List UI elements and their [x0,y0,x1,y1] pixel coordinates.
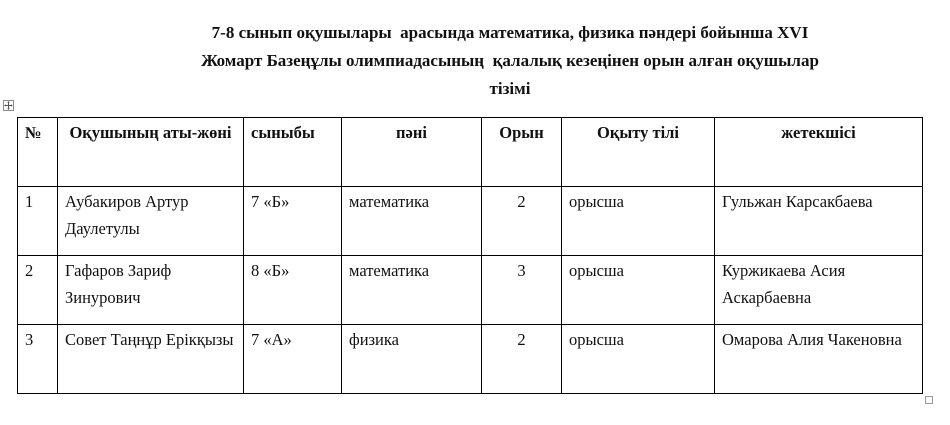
table-row [18,325,923,394]
cell-language: орысша [562,325,715,394]
header-student-name: Оқушының аты-жөні [58,118,244,187]
header-number: № [18,118,58,187]
cell-language: орысша [562,256,715,325]
header-language: Оқыту тілі [562,118,715,187]
table-row [18,187,923,256]
table-move-handle[interactable] [3,100,14,111]
cell-supervisor: Омарова Алия Чакеновна [715,325,923,394]
header-place: Орын [482,118,562,187]
header-supervisor: жетекшісі [715,118,923,187]
cell-subject: математика [342,256,482,325]
cell-subject: математика [342,187,482,256]
cell-student-name: Совет Таңнұр Ерікқызы [58,325,244,394]
cell-student-name: Гафаров Зариф Зинурович [58,256,244,325]
move-arrows-icon [4,101,13,110]
cell-place: 2 [482,187,562,256]
header-subject: пәні [342,118,482,187]
table-resize-handle[interactable] [925,396,933,404]
cell-student-name: Аубакиров Артур Даулетулы [58,187,244,256]
cell-subject: физика [342,325,482,394]
students-table [17,117,923,394]
cell-number: 2 [18,256,58,325]
header-grade: сыныбы [244,118,342,187]
cell-grade: 8 «Б» [244,256,342,325]
cell-supervisor: Куржикаева Асия Аскарбаевна [715,256,923,325]
table-header-row [18,118,923,187]
document-title-line-2: Жомарт Базеңұлы олимпиадасының қалалық кезеңінен орын алған оқушылар [201,51,819,70]
cell-number: 3 [18,325,58,394]
cell-language: орысша [562,187,715,256]
document-title-line-3: тізімі [489,79,531,98]
cell-number: 1 [18,187,58,256]
cell-place: 2 [482,325,562,394]
cell-grade: 7 «А» [244,325,342,394]
cell-place: 3 [482,256,562,325]
document-title-line-1: 7-8 сынып оқушылары арасында математика, физика пәндері бойынша XVI [211,23,809,42]
table-row [18,256,923,325]
cell-supervisor: Гульжан Карсакбаева [715,187,923,256]
cell-grade: 7 «Б» [244,187,342,256]
